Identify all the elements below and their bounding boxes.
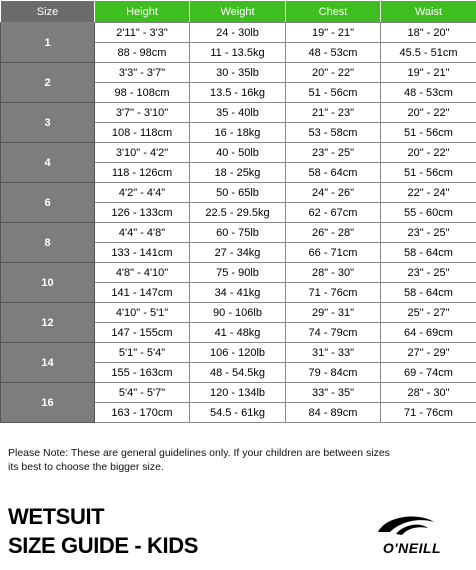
wave-logo-icon — [356, 512, 466, 540]
waist-cell: 18" - 20" — [381, 23, 476, 43]
table-row — [1, 63, 476, 83]
height-cell: 5'4" - 5'7" — [95, 383, 190, 403]
weight-cell: 41 - 48kg — [190, 323, 286, 343]
table-row — [1, 223, 476, 243]
weight-cell: 27 - 34kg — [190, 243, 286, 263]
page-title — [8, 502, 198, 560]
weight-cell: 22.5 - 29.5kg — [190, 203, 286, 223]
size-note — [8, 446, 428, 474]
size-cell: 12 — [1, 303, 95, 343]
size-cell: 14 — [1, 343, 95, 383]
brand-logo — [356, 512, 466, 562]
size-cell: 2 — [1, 63, 95, 103]
title-line-1: WETSUIT — [8, 504, 105, 529]
waist-cell: 64 - 69cm — [381, 323, 476, 343]
waist-cell: 51 - 56cm — [381, 123, 476, 143]
table-row — [1, 103, 476, 123]
header-weight: Weight — [190, 1, 286, 23]
chest-cell: 48 - 53cm — [286, 43, 381, 63]
height-cell: 98 - 108cm — [95, 83, 190, 103]
weight-cell: 50 - 65lb — [190, 183, 286, 203]
height-cell: 133 - 141cm — [95, 243, 190, 263]
note-line-2: its best to choose the bigger size. — [8, 461, 164, 473]
table-row — [1, 183, 476, 203]
weight-cell: 11 - 13.5kg — [190, 43, 286, 63]
size-cell: 16 — [1, 383, 95, 423]
chest-cell: 51 - 56cm — [286, 83, 381, 103]
waist-cell: 27" - 29" — [381, 343, 476, 363]
height-cell: 4'8" - 4'10" — [95, 263, 190, 283]
chest-cell: 28" - 30" — [286, 263, 381, 283]
brand-name: O'NEILL — [382, 540, 442, 556]
waist-cell: 58 - 64cm — [381, 283, 476, 303]
size-cell: 4 — [1, 143, 95, 183]
note-line-1: Please Note: These are general guidelines only. If your children are between sizes — [8, 447, 390, 459]
height-cell: 5'1" - 5'4" — [95, 343, 190, 363]
chest-cell: 26" - 28" — [286, 223, 381, 243]
waist-cell: 69 - 74cm — [381, 363, 476, 383]
chest-cell: 31" - 33" — [286, 343, 381, 363]
chest-cell: 53 - 58cm — [286, 123, 381, 143]
waist-cell: 23" - 25" — [381, 263, 476, 283]
waist-cell: 45.5 - 51cm — [381, 43, 476, 63]
height-cell: 4'10" - 5'1" — [95, 303, 190, 323]
height-cell: 141 - 147cm — [95, 283, 190, 303]
weight-cell: 18 - 25kg — [190, 163, 286, 183]
waist-cell: 19" - 21" — [381, 63, 476, 83]
height-cell: 126 - 133cm — [95, 203, 190, 223]
chest-cell: 20" - 22" — [286, 63, 381, 83]
weight-cell: 106 - 120lb — [190, 343, 286, 363]
chest-cell: 79 - 84cm — [286, 363, 381, 383]
table-row — [1, 343, 476, 363]
height-cell: 147 - 155cm — [95, 323, 190, 343]
header-height: Height — [95, 1, 190, 23]
chest-cell: 74 - 79cm — [286, 323, 381, 343]
weight-cell: 54.5 - 61kg — [190, 403, 286, 423]
waist-cell: 22" - 24" — [381, 183, 476, 203]
height-cell: 4'2" - 4'4" — [95, 183, 190, 203]
table-body — [1, 23, 476, 423]
chest-cell: 24" - 26" — [286, 183, 381, 203]
weight-cell: 75 - 90lb — [190, 263, 286, 283]
waist-cell: 20" - 22" — [381, 103, 476, 123]
height-cell: 88 - 98cm — [95, 43, 190, 63]
height-cell: 108 - 118cm — [95, 123, 190, 143]
height-cell: 155 - 163cm — [95, 363, 190, 383]
waist-cell: 23" - 25" — [381, 223, 476, 243]
waist-cell: 20" - 22" — [381, 143, 476, 163]
waist-cell: 55 - 60cm — [381, 203, 476, 223]
chest-cell: 62 - 67cm — [286, 203, 381, 223]
weight-cell: 24 - 30lb — [190, 23, 286, 43]
weight-cell: 16 - 18kg — [190, 123, 286, 143]
weight-cell: 40 - 50lb — [190, 143, 286, 163]
weight-cell: 90 - 106lb — [190, 303, 286, 323]
table-row — [1, 383, 476, 403]
weight-cell: 48 - 54.5kg — [190, 363, 286, 383]
chest-cell: 66 - 71cm — [286, 243, 381, 263]
title-line-2: SIZE GUIDE - KIDS — [8, 533, 198, 558]
waist-cell: 28" - 30" — [381, 383, 476, 403]
size-cell: 1 — [1, 23, 95, 63]
chest-cell: 58 - 64cm — [286, 163, 381, 183]
height-cell: 163 - 170cm — [95, 403, 190, 423]
height-cell: 3'10" - 4'2" — [95, 143, 190, 163]
waist-cell: 48 - 53cm — [381, 83, 476, 103]
table-header-row — [1, 1, 476, 23]
weight-cell: 35 - 40lb — [190, 103, 286, 123]
weight-cell: 30 - 35lb — [190, 63, 286, 83]
table-row — [1, 143, 476, 163]
waist-cell: 71 - 76cm — [381, 403, 476, 423]
chest-cell: 23" - 25" — [286, 143, 381, 163]
weight-cell: 13.5 - 16kg — [190, 83, 286, 103]
size-cell: 10 — [1, 263, 95, 303]
chest-cell: 29" - 31" — [286, 303, 381, 323]
waist-cell: 51 - 56cm — [381, 163, 476, 183]
header-waist: Waist — [381, 1, 476, 23]
waist-cell: 25" - 27" — [381, 303, 476, 323]
weight-cell: 34 - 41kg — [190, 283, 286, 303]
chest-cell: 71 - 76cm — [286, 283, 381, 303]
waist-cell: 58 - 64cm — [381, 243, 476, 263]
weight-cell: 120 - 134lb — [190, 383, 286, 403]
chest-cell: 21" - 23" — [286, 103, 381, 123]
header-chest: Chest — [286, 1, 381, 23]
table-row — [1, 303, 476, 323]
height-cell: 4'4" - 4'8" — [95, 223, 190, 243]
table-row — [1, 263, 476, 283]
height-cell: 2'11" - 3'3" — [95, 23, 190, 43]
size-cell: 6 — [1, 183, 95, 223]
chest-cell: 33" - 35" — [286, 383, 381, 403]
table-row — [1, 23, 476, 43]
header-size: Size — [1, 1, 95, 23]
chest-cell: 84 - 89cm — [286, 403, 381, 423]
weight-cell: 60 - 75lb — [190, 223, 286, 243]
height-cell: 3'7" - 3'10" — [95, 103, 190, 123]
height-cell: 3'3" - 3'7" — [95, 63, 190, 83]
size-cell: 3 — [1, 103, 95, 143]
size-cell: 8 — [1, 223, 95, 263]
chest-cell: 19" - 21" — [286, 23, 381, 43]
height-cell: 118 - 126cm — [95, 163, 190, 183]
